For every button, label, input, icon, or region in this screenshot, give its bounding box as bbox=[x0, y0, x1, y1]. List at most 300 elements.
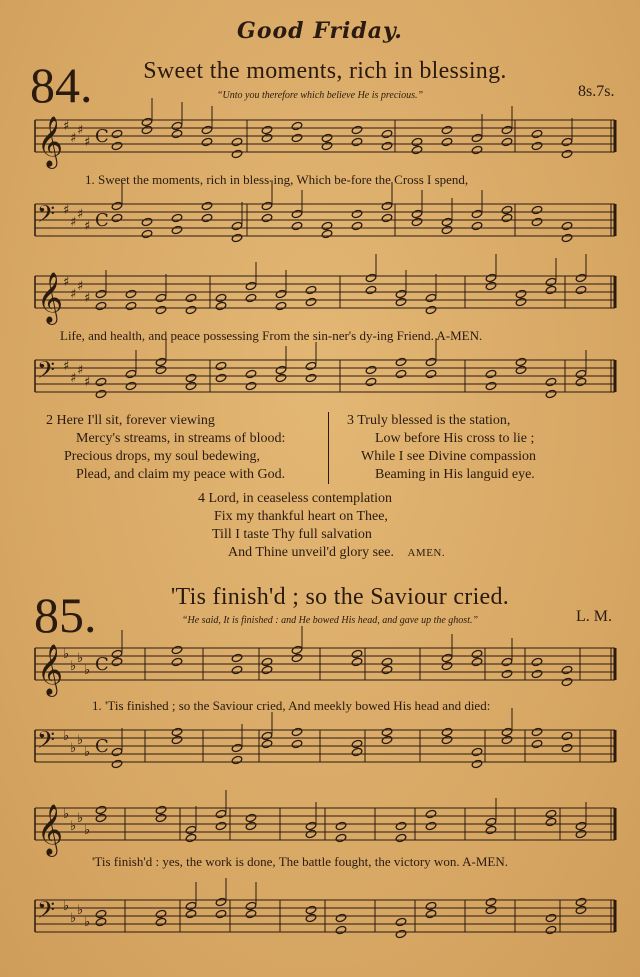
note-head bbox=[471, 759, 483, 768]
verse-line: 4 Lord, in ceaseless contemplation bbox=[198, 491, 392, 506]
note-head bbox=[305, 373, 317, 382]
sharp-icon: ♯ bbox=[84, 291, 91, 306]
note-head bbox=[365, 273, 377, 282]
note-head bbox=[515, 365, 527, 374]
note-head bbox=[155, 813, 167, 822]
note-head bbox=[111, 141, 123, 150]
note-head bbox=[291, 727, 303, 736]
note-head bbox=[395, 929, 407, 938]
verse-line: Beaming in His languid eye. bbox=[375, 467, 535, 482]
hymn-84-system2-bass-staff bbox=[35, 352, 615, 404]
note-head bbox=[185, 293, 197, 302]
note-head bbox=[141, 229, 153, 238]
sharp-icon: ♯ bbox=[77, 363, 84, 378]
note-head bbox=[171, 225, 183, 234]
note-head bbox=[245, 293, 257, 302]
time-signature-icon: C bbox=[95, 210, 109, 231]
note-head bbox=[561, 731, 573, 740]
note-head bbox=[291, 653, 303, 662]
note-head bbox=[95, 917, 107, 926]
note-head bbox=[125, 369, 137, 378]
note-head bbox=[441, 217, 453, 226]
note-head bbox=[245, 821, 257, 830]
note-head bbox=[545, 377, 557, 386]
note-head bbox=[561, 221, 573, 230]
note-head bbox=[515, 297, 527, 306]
flat-icon: ♭ bbox=[70, 741, 77, 756]
note-head bbox=[261, 125, 273, 134]
note-head bbox=[305, 821, 317, 830]
note-head bbox=[531, 217, 543, 226]
note-head bbox=[185, 901, 197, 910]
note-head bbox=[185, 373, 197, 382]
note-head bbox=[261, 739, 273, 748]
note-head bbox=[125, 381, 137, 390]
note-head bbox=[171, 735, 183, 744]
note-head bbox=[245, 813, 257, 822]
note-head bbox=[471, 657, 483, 666]
flat-icon: ♭ bbox=[63, 729, 70, 744]
note-head bbox=[425, 369, 437, 378]
hymn-84-system1-bass-staff bbox=[35, 196, 615, 248]
note-head bbox=[471, 747, 483, 756]
note-head bbox=[425, 809, 437, 818]
sharp-icon: ♯ bbox=[63, 275, 70, 290]
note-head bbox=[291, 209, 303, 218]
note-head bbox=[245, 281, 257, 290]
flat-icon: ♭ bbox=[84, 915, 91, 930]
note-head bbox=[441, 735, 453, 744]
verse-line: Till I taste Thy full salvation bbox=[212, 527, 372, 542]
note-head bbox=[395, 369, 407, 378]
note-head bbox=[231, 653, 243, 662]
note-head bbox=[245, 909, 257, 918]
note-head bbox=[95, 389, 107, 398]
sharp-icon: ♯ bbox=[70, 215, 77, 230]
hymn-84-lyric-line2: Life, and health, and peace possessing From the sin-ner's dy-ing Friend. A-MEN. bbox=[60, 328, 483, 343]
note-head bbox=[351, 739, 363, 748]
note-head bbox=[575, 377, 587, 386]
note-head bbox=[485, 825, 497, 834]
note-head bbox=[125, 301, 137, 310]
verse-line: Mercy's streams, in streams of blood: bbox=[76, 431, 286, 446]
flat-icon: ♭ bbox=[84, 663, 91, 678]
verse-divider bbox=[328, 412, 329, 484]
note-head bbox=[231, 233, 243, 242]
note-head bbox=[321, 133, 333, 142]
note-head bbox=[351, 657, 363, 666]
note-head bbox=[531, 205, 543, 214]
note-head bbox=[545, 817, 557, 826]
note-head bbox=[395, 289, 407, 298]
note-head bbox=[111, 649, 123, 658]
note-head bbox=[171, 727, 183, 736]
verse-line: Fix my thankful heart on Thee, bbox=[214, 509, 388, 524]
note-head bbox=[485, 817, 497, 826]
note-head bbox=[381, 201, 393, 210]
note-head bbox=[231, 149, 243, 158]
note-head bbox=[575, 369, 587, 378]
hymn-85-meter: L. M. bbox=[576, 608, 612, 625]
note-head bbox=[335, 821, 347, 830]
note-head bbox=[485, 273, 497, 282]
note-head bbox=[155, 909, 167, 918]
flat-icon: ♭ bbox=[70, 819, 77, 834]
note-head bbox=[291, 645, 303, 654]
note-head bbox=[185, 909, 197, 918]
verse-line: Low before His cross to lie ; bbox=[375, 431, 535, 446]
note-head bbox=[185, 305, 197, 314]
hymn-84-epigraph: “Unto you therefore which believe He is precious.” bbox=[216, 90, 424, 101]
hymn-84-number: 84. bbox=[30, 57, 93, 113]
note-head bbox=[441, 653, 453, 662]
flat-icon: ♭ bbox=[63, 807, 70, 822]
note-head bbox=[425, 305, 437, 314]
verse-line: While I see Divine compassion bbox=[361, 449, 536, 464]
bass-clef-icon: 𝄢 bbox=[37, 726, 56, 759]
note-head bbox=[545, 389, 557, 398]
note-head bbox=[261, 213, 273, 222]
note-head bbox=[441, 137, 453, 146]
note-head bbox=[501, 205, 513, 214]
note-head bbox=[575, 821, 587, 830]
note-head bbox=[111, 759, 123, 768]
note-head bbox=[561, 149, 573, 158]
note-head bbox=[245, 901, 257, 910]
note-head bbox=[351, 125, 363, 134]
note-head bbox=[545, 913, 557, 922]
note-head bbox=[531, 129, 543, 138]
note-head bbox=[365, 285, 377, 294]
note-head bbox=[381, 141, 393, 150]
note-head bbox=[351, 209, 363, 218]
note-head bbox=[111, 657, 123, 666]
note-head bbox=[305, 297, 317, 306]
hymn-84-lyric-line1: 1. Sweet the moments, rich in bless-ing, Which be-fore the Cross I spend, bbox=[85, 172, 469, 187]
note-head bbox=[215, 897, 227, 906]
note-head bbox=[335, 925, 347, 934]
note-head bbox=[125, 289, 137, 298]
note-head bbox=[365, 377, 377, 386]
sharp-icon: ♯ bbox=[70, 371, 77, 386]
note-head bbox=[321, 141, 333, 150]
note-head bbox=[201, 137, 213, 146]
hymn-84-system2-treble-staff bbox=[35, 268, 615, 323]
note-head bbox=[291, 221, 303, 230]
note-head bbox=[501, 735, 513, 744]
note-head bbox=[351, 221, 363, 230]
note-head bbox=[395, 357, 407, 366]
note-head bbox=[261, 201, 273, 210]
hymn-84-meter: 8s.7s. bbox=[578, 83, 615, 100]
note-head bbox=[501, 657, 513, 666]
flat-icon: ♭ bbox=[77, 651, 84, 666]
note-head bbox=[381, 129, 393, 138]
sharp-icon: ♯ bbox=[77, 207, 84, 222]
note-head bbox=[545, 925, 557, 934]
note-head bbox=[545, 809, 557, 818]
verse-line: 3 Truly blessed is the station, bbox=[347, 413, 511, 428]
note-head bbox=[365, 365, 377, 374]
note-head bbox=[381, 657, 393, 666]
note-head bbox=[95, 805, 107, 814]
time-signature-icon: C bbox=[95, 126, 109, 147]
note-head bbox=[185, 833, 197, 842]
note-head bbox=[471, 221, 483, 230]
note-head bbox=[471, 133, 483, 142]
sharp-icon: ♯ bbox=[84, 375, 91, 390]
note-head bbox=[425, 293, 437, 302]
note-head bbox=[185, 825, 197, 834]
note-head bbox=[501, 125, 513, 134]
note-head bbox=[575, 829, 587, 838]
note-head bbox=[185, 381, 197, 390]
note-head bbox=[515, 289, 527, 298]
note-head bbox=[155, 805, 167, 814]
note-head bbox=[215, 361, 227, 370]
note-head bbox=[441, 661, 453, 670]
note-head bbox=[561, 137, 573, 146]
note-head bbox=[545, 285, 557, 294]
note-head bbox=[561, 665, 573, 674]
note-head bbox=[575, 285, 587, 294]
note-head bbox=[111, 201, 123, 210]
note-head bbox=[111, 129, 123, 138]
hymn-84-verse-3 bbox=[347, 412, 536, 484]
note-head bbox=[261, 657, 273, 666]
note-head bbox=[231, 743, 243, 752]
note-head bbox=[111, 213, 123, 222]
note-head bbox=[395, 833, 407, 842]
note-head bbox=[411, 209, 423, 218]
note-head bbox=[171, 657, 183, 666]
note-head bbox=[215, 809, 227, 818]
note-head bbox=[471, 649, 483, 658]
hymn-85-system1-bass-staff bbox=[35, 722, 615, 774]
note-head bbox=[351, 649, 363, 658]
note-head bbox=[531, 141, 543, 150]
note-head bbox=[215, 909, 227, 918]
note-head bbox=[305, 361, 317, 370]
note-head bbox=[425, 901, 437, 910]
note-head bbox=[561, 233, 573, 242]
note-head bbox=[501, 213, 513, 222]
note-head bbox=[275, 301, 287, 310]
verse-line: Plead, and claim my peace with God. bbox=[76, 467, 286, 482]
note-head bbox=[515, 357, 527, 366]
note-head bbox=[171, 129, 183, 138]
time-signature-icon: C bbox=[95, 654, 109, 675]
hymn-85-epigraph: “He said, It is finished : and He bowed His head, and gave up the ghost.” bbox=[181, 615, 479, 626]
note-head bbox=[471, 209, 483, 218]
note-head bbox=[575, 897, 587, 906]
flat-icon: ♭ bbox=[63, 899, 70, 914]
note-head bbox=[201, 125, 213, 134]
hymn-85-title: 'Tis finish'd ; so the Saviour cried. bbox=[170, 584, 510, 610]
note-head bbox=[155, 365, 167, 374]
note-head bbox=[411, 217, 423, 226]
sharp-icon: ♯ bbox=[84, 219, 91, 234]
note-head bbox=[95, 301, 107, 310]
note-head bbox=[501, 727, 513, 736]
note-head bbox=[485, 381, 497, 390]
flat-icon: ♭ bbox=[70, 911, 77, 926]
verse-line bbox=[198, 544, 445, 562]
note-head bbox=[95, 289, 107, 298]
note-head bbox=[305, 285, 317, 294]
note-head bbox=[471, 145, 483, 154]
note-head bbox=[531, 739, 543, 748]
note-head bbox=[441, 225, 453, 234]
treble-clef-icon: 𝄞 bbox=[37, 116, 64, 167]
hymn-84-title: Sweet the moments, rich in blessing. bbox=[143, 58, 507, 84]
note-head bbox=[395, 917, 407, 926]
treble-clef-icon: 𝄞 bbox=[37, 272, 64, 323]
note-head bbox=[441, 727, 453, 736]
note-head bbox=[141, 117, 153, 126]
note-head bbox=[531, 727, 543, 736]
note-head bbox=[231, 221, 243, 230]
note-head bbox=[171, 213, 183, 222]
sharp-icon: ♯ bbox=[70, 131, 77, 146]
note-head bbox=[321, 221, 333, 230]
note-head bbox=[201, 213, 213, 222]
note-head bbox=[231, 137, 243, 146]
note-head bbox=[381, 665, 393, 674]
sharp-icon: ♯ bbox=[63, 203, 70, 218]
note-head bbox=[155, 293, 167, 302]
sharp-icon: ♯ bbox=[84, 135, 91, 150]
hymn-85-number: 85. bbox=[34, 587, 97, 643]
treble-clef-icon: 𝄞 bbox=[37, 804, 64, 855]
flat-icon: ♭ bbox=[63, 647, 70, 662]
note-head bbox=[231, 755, 243, 764]
note-head bbox=[95, 377, 107, 386]
verse-line: 2 Here I'll sit, forever viewing bbox=[46, 413, 215, 428]
note-head bbox=[261, 133, 273, 142]
note-head bbox=[261, 731, 273, 740]
note-head bbox=[215, 821, 227, 830]
amen-label: AMEN. bbox=[407, 547, 446, 559]
note-head bbox=[381, 727, 393, 736]
hymn-84-verse-4 bbox=[198, 490, 445, 562]
note-head bbox=[485, 905, 497, 914]
note-head bbox=[141, 125, 153, 134]
note-head bbox=[95, 909, 107, 918]
note-head bbox=[291, 739, 303, 748]
page-heading: Good Friday. bbox=[237, 18, 403, 44]
hymn-85-system2-treble-staff bbox=[35, 800, 615, 855]
note-head bbox=[141, 217, 153, 226]
note-head bbox=[201, 201, 213, 210]
note-head bbox=[335, 913, 347, 922]
note-head bbox=[351, 137, 363, 146]
note-head bbox=[261, 665, 273, 674]
note-head bbox=[531, 669, 543, 678]
note-head bbox=[275, 289, 287, 298]
note-head bbox=[155, 917, 167, 926]
note-head bbox=[545, 277, 557, 286]
note-head bbox=[501, 137, 513, 146]
note-head bbox=[245, 369, 257, 378]
note-head bbox=[351, 747, 363, 756]
note-head bbox=[561, 677, 573, 686]
note-head bbox=[111, 747, 123, 756]
verse-line: Precious drops, my soul bedewing, bbox=[64, 449, 260, 464]
note-head bbox=[575, 905, 587, 914]
note-head bbox=[395, 821, 407, 830]
bass-clef-icon: 𝄢 bbox=[37, 896, 56, 929]
hymn-85-system1-treble-staff bbox=[35, 640, 615, 695]
flat-icon: ♭ bbox=[77, 811, 84, 826]
verse-line-text: And Thine unveil'd glory see. bbox=[228, 545, 394, 560]
sharp-icon: ♯ bbox=[77, 123, 84, 138]
bass-clef-icon: 𝄢 bbox=[37, 200, 56, 233]
note-head bbox=[501, 669, 513, 678]
hymn-85-system2-bass-staff bbox=[35, 892, 615, 944]
note-head bbox=[485, 369, 497, 378]
hymn-85-lyric-line1: 1. 'Tis finished ; so the Saviour cried, And meekly bowed His head and died: bbox=[92, 698, 491, 713]
note-head bbox=[245, 381, 257, 390]
flat-icon: ♭ bbox=[84, 745, 91, 760]
note-head bbox=[155, 357, 167, 366]
note-head bbox=[531, 657, 543, 666]
note-head bbox=[381, 213, 393, 222]
note-head bbox=[291, 133, 303, 142]
note-head bbox=[411, 145, 423, 154]
hymn-84-verse-2 bbox=[46, 412, 285, 484]
note-head bbox=[291, 121, 303, 130]
note-head bbox=[441, 125, 453, 134]
sharp-icon: ♯ bbox=[63, 359, 70, 374]
note-head bbox=[215, 373, 227, 382]
note-head bbox=[305, 829, 317, 838]
flat-icon: ♭ bbox=[70, 659, 77, 674]
flat-icon: ♭ bbox=[84, 823, 91, 838]
note-head bbox=[381, 735, 393, 744]
sharp-icon: ♯ bbox=[63, 119, 70, 134]
note-head bbox=[561, 743, 573, 752]
note-head bbox=[305, 913, 317, 922]
sharp-icon: ♯ bbox=[70, 287, 77, 302]
note-head bbox=[215, 301, 227, 310]
note-head bbox=[485, 897, 497, 906]
treble-clef-icon: 𝄞 bbox=[37, 644, 64, 695]
flat-icon: ♭ bbox=[77, 733, 84, 748]
note-head bbox=[275, 365, 287, 374]
note-head bbox=[215, 293, 227, 302]
note-head bbox=[231, 665, 243, 674]
flat-icon: ♭ bbox=[77, 903, 84, 918]
staff-lines bbox=[35, 276, 615, 308]
note-head bbox=[425, 909, 437, 918]
note-head bbox=[321, 229, 333, 238]
hymn-85-lyric-line2: 'Tis finish'd : yes, the work is done, The battle fought, the victory won. A-MEN. bbox=[92, 854, 508, 869]
note-head bbox=[411, 137, 423, 146]
note-head bbox=[275, 373, 287, 382]
note-head bbox=[335, 833, 347, 842]
bass-clef-icon: 𝄢 bbox=[37, 356, 56, 389]
note-head bbox=[95, 813, 107, 822]
note-head bbox=[485, 281, 497, 290]
sharp-icon: ♯ bbox=[77, 279, 84, 294]
note-head bbox=[425, 357, 437, 366]
note-head bbox=[575, 273, 587, 282]
staff-lines bbox=[35, 360, 615, 392]
note-head bbox=[425, 821, 437, 830]
note-head bbox=[395, 297, 407, 306]
hymn-84-system1-treble-staff bbox=[35, 112, 615, 167]
